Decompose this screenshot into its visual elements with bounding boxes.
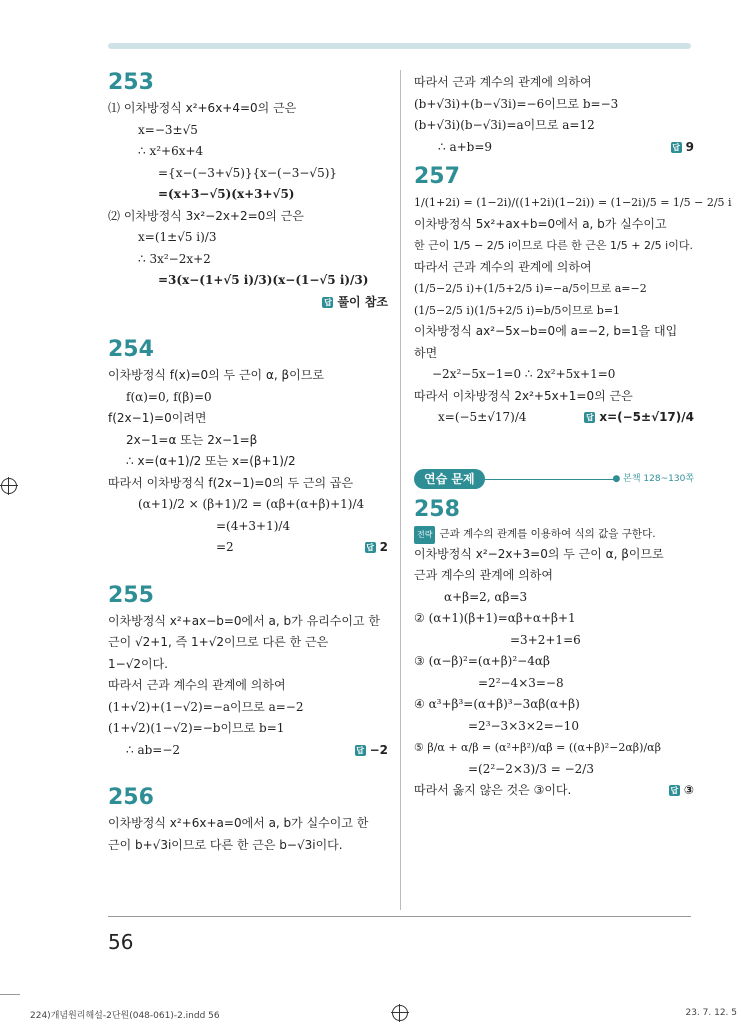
problem-258 (414, 497, 694, 802)
answer: 답 −2 (356, 742, 388, 757)
problem-number: 258 (414, 496, 460, 522)
solution-line: ⑴ 이차방정식 x²+6x+4=0의 근은 (108, 101, 297, 115)
solution-line: −2x²−5x−1=0 ∴ 2x²+5x+1=0 (432, 367, 616, 381)
solution-line: ∴ x²+6x+4 (138, 144, 204, 158)
solution-line: ⑤ β/α + α/β = (α²+β²)/αβ = ((α+β)²−2αβ)/αβ (414, 741, 661, 754)
left-column (108, 70, 388, 856)
solution-line: ⑵ 이차방정식 3x²−2x+2=0의 근은 (108, 208, 304, 223)
answer: 답 ③ (670, 783, 694, 797)
column-divider (400, 70, 401, 910)
answer-badge-icon: 답 (670, 786, 679, 795)
page-number: 56 (108, 930, 134, 954)
answer: 답 풀이 참조 (324, 294, 388, 309)
solution-line: 따라서 옳지 않은 것은 ③이다. 답 ③ (414, 780, 694, 802)
solution-line: 따라서 근과 계수의 관계에 의하여 (108, 678, 286, 692)
answer-badge-icon: 답 (366, 543, 374, 552)
solution-line: ∴ 3x²−2x+2 (138, 251, 211, 266)
solution-line: α+β=2, αβ=3 (444, 589, 528, 604)
solution-line: =(x+3−√5)(x+3+√5) (158, 187, 295, 201)
footer-filename: 224)개념원리해설-2단원(048-061)-2.indd 56 (30, 1011, 220, 1021)
strategy-tag: 전략 (414, 526, 435, 544)
problem-number: 253 (108, 70, 154, 95)
solution-line: 이차방정식 x²−2x+3=0의 두 근이 α, β이므로 (414, 546, 664, 561)
practice-section-header (414, 469, 694, 491)
solution-line: ④ α³+β³=(α+β)³−3αβ(α+β) (414, 697, 580, 711)
strategy-line: 전략 근과 계수의 관계를 이용하여 식의 값을 구한다. (414, 525, 694, 544)
footer-date: 23. 7. 12. 5 (685, 1008, 737, 1018)
solution-line: ∴ a+b=9 답 9 (414, 137, 694, 159)
solution-line: =3(x−(1+√5 i)/3)(x−(1−√5 i)/3) (158, 273, 369, 287)
problem-number: 254 (108, 337, 154, 362)
answer-badge-icon: 답 (356, 745, 364, 755)
solution-line: 따라서 이차방정식 f(2x−1)=0의 두 근의 곱은 (108, 475, 354, 490)
problem-number: 256 (108, 785, 154, 810)
solution-line: (1+√2)(1−√2)=−b이므로 b=1 (108, 721, 285, 735)
solution-line: f(2x−1)=0이려면 (108, 411, 207, 425)
problem-256-continued (414, 72, 694, 158)
solution-line: (1/5−2/5 i)+(1/5+2/5 i)=−a/5이므로 a=−2 (414, 282, 647, 295)
solution-line: ∴ ab=−2 답 −2 (108, 740, 388, 762)
solution-line: =3+2+1=6 (510, 632, 581, 647)
solution-line: 이차방정식 x²+6x+a=0에서 a, b가 실수이고 한 (108, 816, 369, 830)
solution-line: f(α)=0, f(β)=0 (126, 389, 212, 404)
solution-line: 근과 계수의 관계에 의하여 (414, 568, 553, 582)
solution-line: =(4+3+1)/4 (216, 518, 291, 533)
problem-257 (414, 164, 732, 429)
registration-mark-icon (392, 1005, 408, 1021)
answer-badge-icon: 답 (585, 413, 594, 422)
solution-line: (1/5−2/5 i)(1/5+2/5 i)=b/5이므로 b=1 (414, 303, 621, 317)
solution-line: ∴ x=(α+1)/2 또는 x=(β+1)/2 (126, 454, 296, 468)
solution-line: 이차방정식 f(x)=0의 두 근이 α, β이므로 (108, 368, 324, 382)
problem-number: 257 (414, 164, 460, 189)
solution-line: 따라서 근과 계수의 관계에 의하여 (414, 75, 592, 89)
solution-line: =2 답 2 (108, 537, 388, 559)
solution-line: (b+√3i)(b−√3i)=a이므로 a=12 (414, 118, 595, 132)
problem-254 (108, 337, 388, 559)
answer: 답 x=(−5±√17)/4 (585, 410, 694, 424)
answer: 답 9 (672, 139, 694, 154)
solution-line: (1+√2)+(1−√2)=−a이므로 a=−2 (108, 699, 304, 714)
answer-badge-icon: 답 (672, 142, 680, 152)
solution-line: x=(−5±√17)/4 답 x=(−5±√17)/4 (414, 407, 694, 429)
answer-badge-icon: 답 (324, 297, 332, 307)
solution-line: 한 근이 1/5 − 2/5 i이므로 다른 한 근은 1/5 + 2/5 i이다. (414, 239, 693, 252)
solution-line: 1/(1+2i) = (1−2i)/((1+2i)(1−2i)) = (1−2i)/5 = 1/5 − 2/5 i (414, 196, 732, 209)
practice-reference: ● 본책 128~130쪽 (612, 473, 694, 484)
right-column (414, 72, 732, 802)
solution-line: ={x−(−3+√5)}{x−(−3−√5)} (158, 165, 338, 180)
practice-label: 연습 문제 (414, 469, 485, 489)
solution-line: =(2²−2×3)/3 = −2/3 (468, 761, 594, 776)
solution-line: 이차방정식 x²+ax−b=0에서 a, b가 유리수이고 한 (108, 613, 380, 628)
problem-256 (108, 785, 388, 856)
solution-line: =2²−4×3=−8 (478, 675, 564, 690)
solution-line: 이차방정식 ax²−5x−b=0에 a=−2, b=1을 대입 (414, 324, 678, 338)
solution-line: =2³−3×3×2=−10 (468, 718, 579, 733)
solution-line: (α+1)/2 × (β+1)/2 = (αβ+(α+β)+1)/4 (138, 497, 365, 511)
problem-255 (108, 583, 388, 762)
problem-number: 255 (108, 582, 154, 608)
solution-line: 1−√2이다. (108, 656, 168, 671)
solution-line: 2x−1=α 또는 2x−1=β (126, 432, 258, 447)
problem-253 (108, 70, 388, 313)
solution-line: ③ (α−β)²=(α+β)²−4αβ (414, 654, 550, 668)
answer: 답 2 (366, 540, 388, 554)
solution-line: (b+√3i)+(b−√3i)=−6이므로 b=−3 (414, 96, 619, 111)
solution-line: x=−3±√5 (138, 122, 198, 137)
header-bar (108, 43, 691, 49)
solution-line: 따라서 근과 계수의 관계에 의하여 (414, 259, 592, 274)
solution-line: x=(1±√5 i)/3 (138, 230, 217, 244)
solution-line: 이차방정식 5x²+ax+b=0에서 a, b가 실수이고 (414, 216, 667, 231)
solution-line: 하면 (414, 345, 438, 360)
solution-line: 따라서 이차방정식 2x²+5x+1=0의 근은 (414, 388, 633, 403)
solution-line: ② (α+1)(β+1)=αβ+α+β+1 (414, 611, 576, 625)
solution-line: 근이 b+√3i이므로 다른 한 근은 b−√3i이다. (108, 837, 343, 852)
solution-line: 근이 √2+1, 즉 1+√2이므로 다른 한 근은 (108, 635, 329, 649)
footer-rule (108, 916, 691, 917)
registration-mark-icon (1, 478, 17, 494)
